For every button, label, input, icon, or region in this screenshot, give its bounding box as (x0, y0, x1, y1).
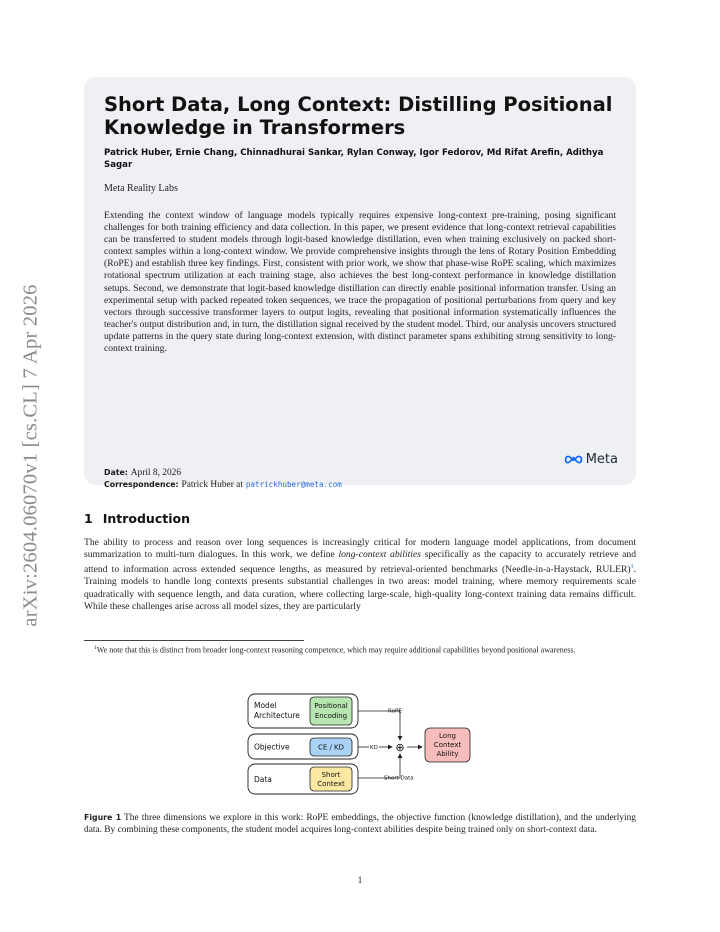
footnote-marker: 1 (94, 645, 97, 651)
section-heading (84, 511, 190, 526)
long-context-text-c: Ability (436, 750, 459, 758)
meta-infinity-icon (564, 454, 583, 465)
short-data-edge (358, 754, 400, 778)
row-architecture-label-b: Architecture (254, 711, 300, 720)
combine-symbol: ⊕ (395, 741, 405, 754)
affiliation: Meta Reality Labs (104, 183, 178, 194)
meta-logo (564, 452, 618, 467)
footnote-divider (84, 640, 304, 641)
rope-edge-label: RoPE (388, 708, 402, 715)
footnote (84, 643, 636, 656)
positional-encoding-text-a: Positional (314, 702, 348, 710)
caption-label: Figure 1 (84, 813, 122, 822)
correspondence-label: Correspondence: (104, 480, 179, 489)
short-data-edge-label: Short Data (384, 775, 414, 782)
arxiv-stamp (4, 255, 58, 655)
long-context-text-a: Long (439, 732, 456, 740)
intro-text-a: The ability to process and reason over long sequences is increasingly critical for modern language model applications, from document summarization to multi-turn dialogues. In this work, we define (84, 537, 636, 561)
short-context-text-b: Context (317, 780, 345, 788)
section-number: 1 (84, 511, 93, 526)
correspondence-line (104, 479, 342, 491)
intro-text-b: specifically as the capacity to accurately retrieve and attend to information across extended sequence lengths, as measured by retrieval-oriented benchmarks (Needle-in-a-Haystack, RULER) (84, 549, 637, 576)
row-objective-label: Objective (254, 742, 290, 752)
figure-diagram (240, 692, 480, 796)
row-architecture-label-a: Model (254, 701, 277, 710)
abstract: Extending the context window of language models typically requires expensive long-context pre-training, posing significant challenges for both training efficiency and data collection. In this paper, we present evidence that long-context retrieval capabilities can be transferred to student models through logit-based knowledge distillation, even when training exclusively on packed short-context samples within a long-context window. We provide comprehensive insights through the lens of Rotary Position Embedding (RoPE) and establish three key findings. First, consistent with prior work, we show that phase-wise RoPE scaling, which maximizes rotational spectrum utilization at each training stage, also achieves the best long-context performance in knowledge distillation setups. Second, we demonstrate that logit-based knowledge distillation can directly enable positional information transfer. Using an experimental setup with packed repeated token sequences, we trace the propagation of positional perturbations from query and key vectors through successive transformer layers to output logits, revealing that positional information systematically influences the teacher's output distribution and, in turn, the distillation signal received by the student model. Third, our analysis uncovers structured update patterns in the query state during long-context extension, with distinct parameter spans exhibiting strong sensitivity to long-context training. (104, 210, 616, 355)
section-title: Introduction (102, 511, 190, 526)
positional-encoding-text-b: Encoding (314, 712, 348, 720)
ce-kd-text: CE / KD (317, 743, 345, 752)
date-line (104, 467, 342, 479)
date-label: Date: (104, 468, 128, 477)
paper-meta (104, 467, 342, 491)
paper-title: Short Data, Long Context: Distilling Positional Knowledge in Transformers (104, 93, 613, 139)
page-number: 1 (357, 876, 363, 886)
arxiv-stamp-text: arXiv:2604.06070v1 [cs.CL] 7 Apr 2026 (19, 283, 42, 627)
intro-paragraph (84, 537, 636, 613)
long-context-text-b: Context (433, 741, 462, 749)
intro-text-c: . Training models to handle long contexts presents substantial challenges in two areas: model training, where memory requirements scale quadratically with sequence length, and data curation, where collecting large-scale, high-quality long-context training data remains difficult. While these challenges arise across all model sizes, they are particularly (84, 564, 636, 612)
kd-edge-label: KD (370, 745, 378, 751)
intro-emphasis: long-context abilities (338, 549, 421, 561)
correspondence-name: Patrick Huber at (181, 480, 243, 490)
figure-svg (240, 692, 480, 796)
footnote-ref[interactable]: 1 (630, 564, 634, 571)
correspondence-email-link[interactable]: patrickhuber@meta.com (245, 480, 342, 489)
short-context-text-a: Short (321, 771, 341, 779)
meta-logo-text: Meta (585, 452, 618, 467)
title-block (84, 77, 636, 490)
row-data-label: Data (254, 775, 272, 784)
date-value: April 8, 2026 (130, 468, 182, 478)
footnote-text: We note that this is distinct from broader long-context reasoning competence, which may require additional capabilities beyond positional awareness. (96, 645, 576, 655)
author-list: Patrick Huber, Ernie Chang, Chinnadhurai Sankar, Rylan Conway, Igor Fedorov, Md Rifat Arefin, Adithya Sagar (104, 148, 604, 170)
figure-caption (84, 812, 636, 836)
caption-text: The three dimensions we explore in this work: RoPE embeddings, the objective function (knowledge distillation), and the underlying data. By combining these components, the student model acquires long-context abilities despite being trained only on short-context data. (84, 813, 636, 835)
